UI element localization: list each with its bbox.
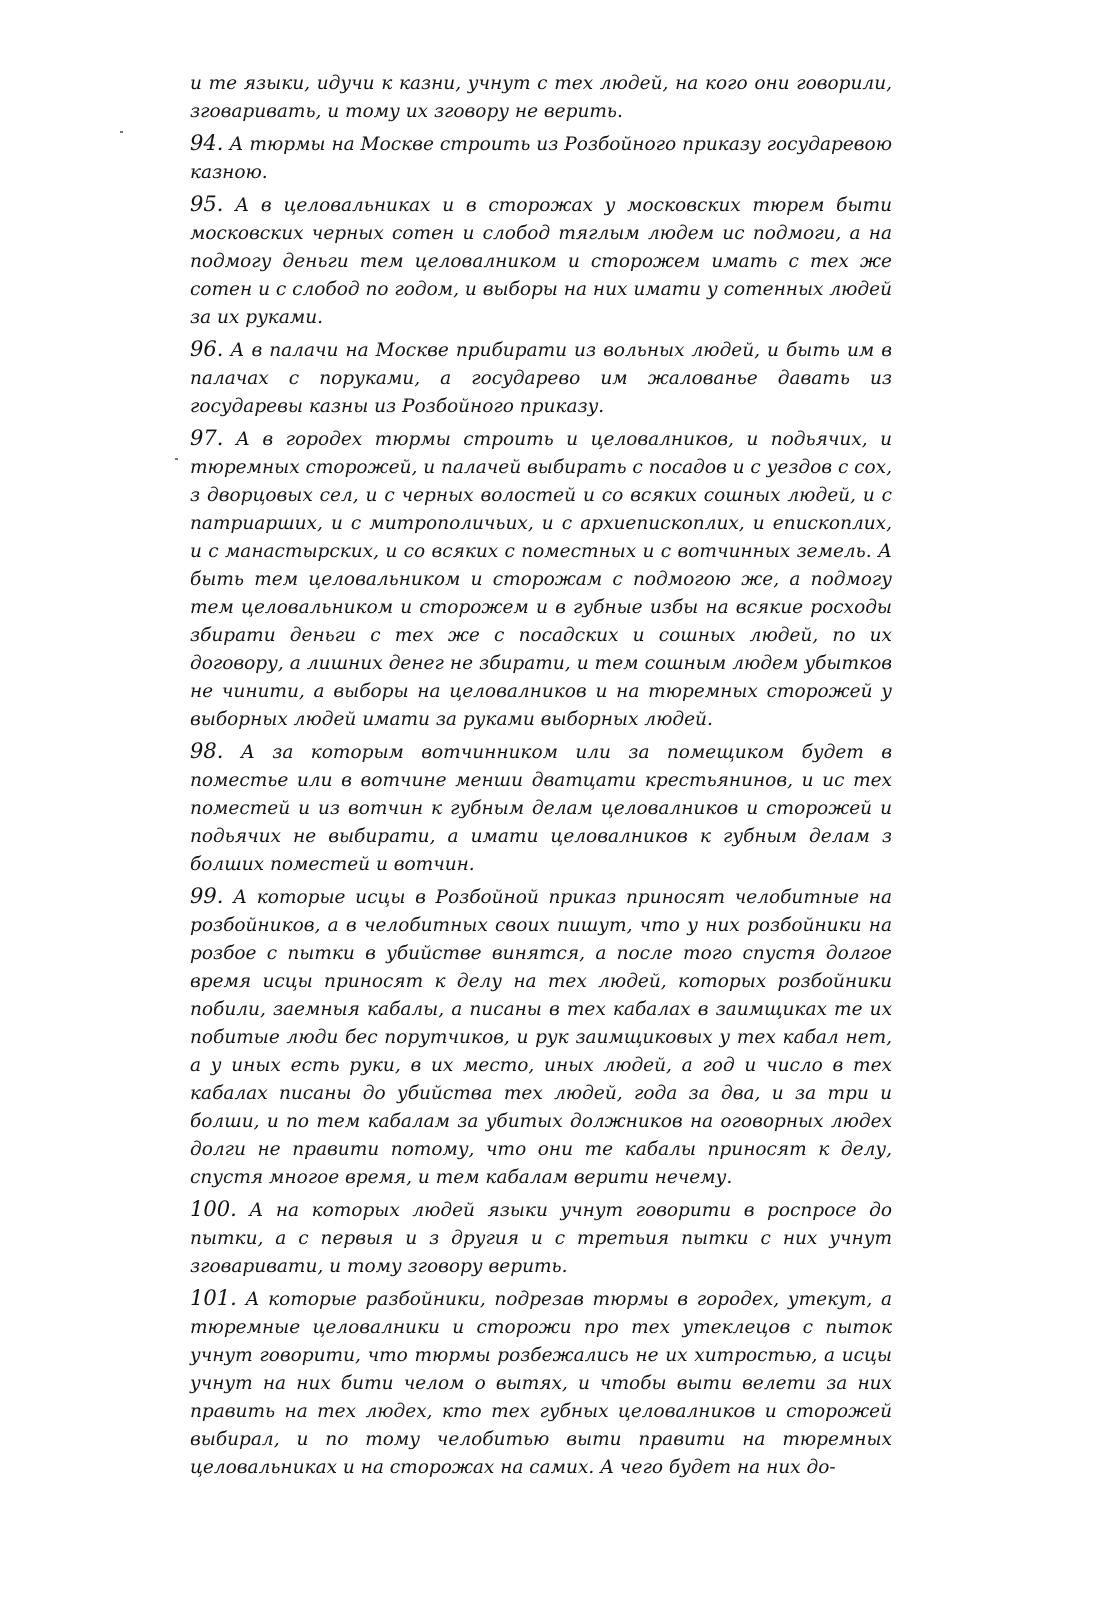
- article-number: 100.: [190, 1197, 237, 1221]
- article-number: 96.: [190, 337, 224, 361]
- paragraph-text: и те языки, идучи к казни, учнут с тех людей, на кого они говорили, зговаривать, и тому их зговору не верить.: [190, 73, 892, 122]
- article-97: [190, 424, 892, 734]
- article-96: [190, 335, 892, 421]
- article-number: 95.: [190, 192, 224, 216]
- paragraph-text: А которые исцы в Розбойной приказ приносят челобитные на розбойников, а в челобитных своих пишут, что у них розбойники на розбое с пытки в убийстве винятся, а после того спустя долгое время исцы приносят к делу на тех людей, которых розбойники побили, заемныя кабалы, а писаны в тех кабалах в заимщиках те их побитые люди бес порутчиков, и рук заимщиковых у тех кабал нет, а у иных есть руки, в их место, иных людей, а год и число в тех кабалах писаны до убийства тех людей, года за два, и за три и болши, и по тем кабалам за убитых должников на оговорных людех долги не правити потому, что они те кабалы приносят к делу, спустя многое время, и тем кабалам верити нечему.: [190, 887, 892, 1188]
- article-98: [190, 737, 892, 879]
- article-number: 99.: [190, 884, 224, 908]
- paragraph-text: А которые разбойники, подрезав тюрмы в городех, утекут, а тюремные целовалники и сторожи про тех утеклецов с пыток учнут говорити, что тюрмы розбежались не их хитростью, а исцы учнут на них бити челом о вытях, и чтобы выти велети за них править на тех людех, кто тех губных целовалников и сторожей выбирал, и по тому челобитью выти правити на тюремных целовальниках и на сторожах на самих. А чего будет на них до-: [190, 1289, 892, 1478]
- print-speck: [120, 131, 123, 133]
- paragraph-text: А в целовальниках и в сторожах у московских тюрем быти московских черных сотен и слобод тяглым людем ис подмоги, а на подмогу деньги тем целовалником и сторожем имать с тех же сотен и с слобод по годом, и выборы на них имати у сотенных людей за их руками.: [190, 195, 892, 328]
- document-page-text: [190, 70, 892, 1485]
- article-number: 101.: [190, 1286, 237, 1310]
- article-number: 98.: [190, 739, 224, 763]
- article-number: 97.: [190, 426, 224, 450]
- article-101: [190, 1284, 892, 1482]
- article-number: 94.: [190, 131, 224, 155]
- paragraph-text: А за которым вотчинником или за помещиком будет в поместье или в вотчине менши дватцати крестьянинов, и ис тех поместей и из вотчин к губным делам целовалников и сторожей и подьячих не выбирати, а имати целовалников к губным делам з болших поместей и вотчин.: [190, 742, 892, 875]
- article-100: [190, 1195, 892, 1281]
- print-speck: [175, 458, 178, 460]
- paragraph-text: А в палачи на Москве прибирати из вольных людей, и быть им в палачах с поруками, а государево им жалованье давать из государевы казны из Розбойного приказу.: [190, 340, 892, 417]
- article-94: [190, 129, 892, 187]
- paragraph-continued: [190, 70, 892, 126]
- paragraph-text: А тюрмы на Москве строить из Розбойного приказу государевою казною.: [190, 134, 892, 183]
- paragraph-text: А в городех тюрмы строить и целовалников, и подьячих, и тюремных сторожей, и палачей выбирать с посадов и с уездов с сох, з дворцовых сел, и с черных волостей и со всяких сошных людей, и с патриарших, и с митрополичьих, и с архиепископлих, и епископлих, и с манастырских, и со всяких с поместных и с вотчинных земель. А быть тем целовальником и сторожам с подмогою же, а подмогу тем целовальником и сторожем и в губные избы на всякие росходы збирати деньги с тех же с посадских и сошных людей, по их договору, а лишних денег не збирати, и тем сошным людем убытков не чинити, а выборы на целовалников и на тюремных сторожей у выборных людей имати за руками выборных людей.: [190, 429, 892, 730]
- article-95: [190, 190, 892, 332]
- paragraph-text: А на которых людей языки учнут говорити в роспросе до пытки, а с первыя и з другия и с третьия пытки с них учнут зговаривати, и тому зговору верить.: [190, 1200, 892, 1277]
- article-99: [190, 882, 892, 1192]
